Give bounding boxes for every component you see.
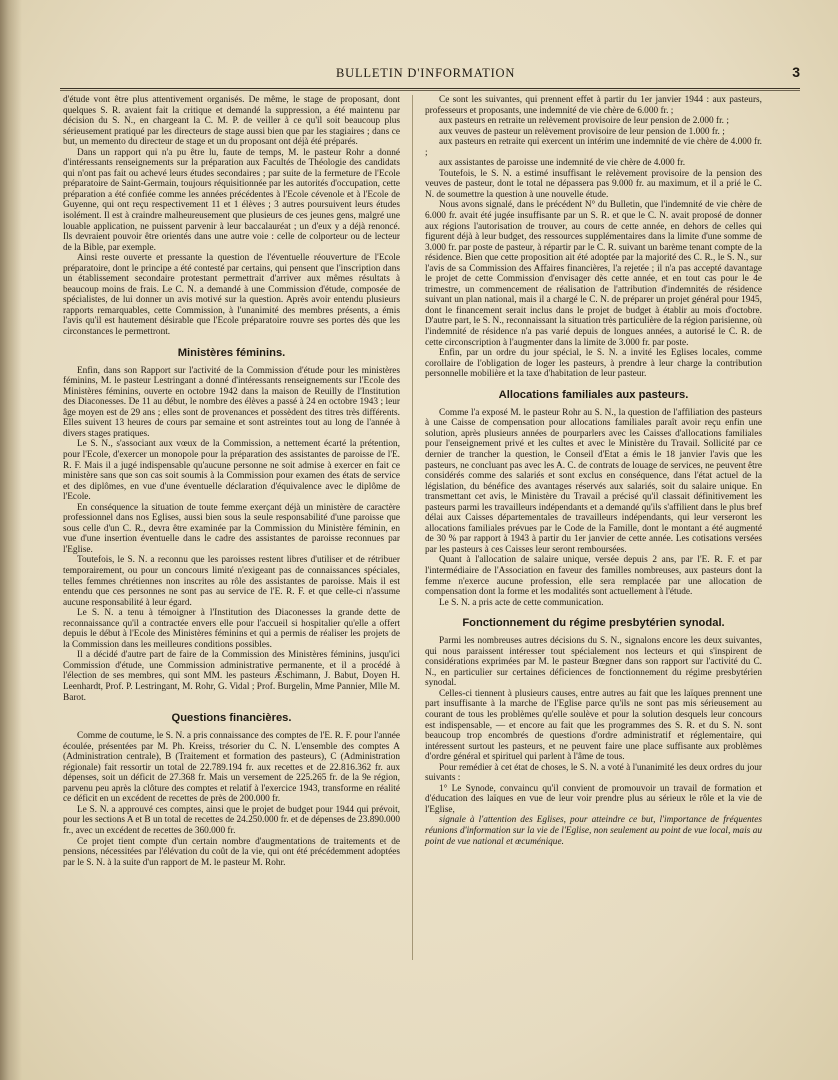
paragraph: Quant à l'allocation de salaire unique, versée depuis 2 ans, par l'E. R. F. et par l'intermédiaire de l'Association en faveur des familles nombreuses, aux pasteurs dont la femme n'exerce aucune profession, elle sera remplacée par une allocation de compensation dont la forme et les modalités sont actuellement à l'étude.	[425, 555, 762, 598]
paragraph: Celles-ci tiennent à plusieurs causes, entre autres au fait que les laïques prennent une part insuffisante à la marche de l'Eglise parce qu'ils ne sont pas mis sérieusement au courant de tous les problèmes qu'elle soulève et pour la solution desquels leur concours est indispensable, — et encore au fait que les programmes des S. R. et du S. N. sont beaucoup trop encombrés de questions d'ordre administratif et réglementaire, qui intéressent surtout les pasteurs, et ne peuvent faire une place suffisante aux problèmes d'ordre général et spirituel qui parlent à l'âme de tous.	[425, 688, 762, 763]
paragraph: Nous avons signalé, dans le précédent N° du Bulletin, que l'indemnité de vie chère de 6.000 fr. avait été jugée insuffisante par un S. R. et que le C. N. avait proposé de donner aux régions l'autorisation de trouver, au cours de cette année, en dehors de celles qui figurent déjà à leur budget, des ressources supplémentaires dans la limite d'une somme de 3.000 fr. par poste de pasteur, à répartir par le C. R. suivant un barème tenant compte de la résidence. Bien que cette proposition ait été adoptée par la majorité des C. R., le S. N., sur l'avis de sa Commission des Affaires financières, l'a rejetée ; il n'a pas accepté davantage le projet de cette Commission d'envisager dès cette année, et en tout cas pour le 4e trimestre, un commencement de réalisation de l'attribution d'indemnités de résidence suivant un plan national, mais il a chargé le C. N. de préparer un projet général pour 1945, dont le financement serait inclus dans le projet de budget à établir au mois d'octobre. D'autre part, le S. N., reconnaissant la situation très particulière de la région parisienne, où l'indemnité de résidence n'a pas varié depuis de longues années, a autorisé le C. R. de cette circonscription à l'augmenter dans la limite de 3.000 fr. par poste.	[425, 200, 762, 348]
paragraph: Le S. N. a pris acte de cette communication.	[439, 597, 604, 608]
header-rule-thin	[60, 90, 800, 91]
page-header	[60, 64, 800, 86]
section-heading-regime: Fonctionnement du régime presbytérien synodal.	[462, 617, 725, 630]
column-divider	[412, 95, 413, 960]
header-rule	[60, 88, 800, 89]
section-heading-finances: Questions financières.	[171, 712, 292, 725]
paragraph: Toutefois, le S. N. a estimé insuffisant le relèvement provisoire de la pension des veuves de pasteur, dont le total ne dépassera pas 9.000 fr. au maximum, et il a prié le C. N. de soumettre la question à une nouvelle étude.	[425, 168, 762, 200]
section-heading-ministeres: Ministères féminins.	[177, 346, 286, 359]
paragraph: Pour remédier à cet état de choses, le S. N. a voté à l'unanimité les deux ordres du jour suivants :	[425, 762, 762, 784]
page-edge-shadow	[0, 0, 22, 1080]
paragraph: Ce sont les suivantes, qui prennent effet à partir du 1er janvier 1944 : aux pasteurs, professeurs et proposants, une indemnité de vie chère de 6.000 fr. ;	[425, 95, 762, 116]
page-number: 3	[792, 64, 800, 80]
paragraph: aux assistantes de paroisse une indemnité de vie chère de 4.000 fr.	[439, 158, 686, 169]
paragraph: Parmi les nombreuses autres décisions du S. N., signalons encore les deux suivantes, qui nous paraissent intéresser tout spécialement nos lecteurs et qui s'inspirent de considérations exprimées par M. le pasteur Bœgner dans son rapport sur l'activité du C. N., en particulier sur certaines déficiences de fonctionnement du régime presbytérien synodal.	[425, 636, 762, 689]
right-column	[425, 95, 762, 847]
paragraph: Ce projet tient compte d'un certain nombre d'augmentations de traitements et de pensions, nécessitées par l'élévation du coût de la vie, qui ont été précédemment adoptées par le S. N. à la suite d'un rapport de M. le pasteur M. Rohr.	[63, 836, 400, 868]
paragraph: aux pasteurs en retraite un relèvement provisoire de leur pension de 2.000 fr. ;	[439, 116, 729, 127]
paragraph: Il a décidé d'autre part de faire de la Commission des Ministères féminins, jusqu'ici Commission d'étude, une Commission administrative permanente, et il a procédé à l'élection de ses membres, qui sont MM. les pasteurs Æschimann, J. Babut, Doyen H. Leenhardt, Prof. P. Lestringant, M. Rohr, G. Vidal ; Prof. Burgelin, Mme Pannier, Mlle M. Barot.	[63, 650, 400, 703]
paragraph: Enfin, par un ordre du jour spécial, le S. N. a invité les Eglises locales, comme corollaire de l'obligation de loger les pasteurs, à prendre à leur charge la contribution personnelle mobilière et la taxe d'habitation de leur pasteur.	[425, 348, 762, 380]
paragraph: Comme l'a exposé M. le pasteur Rohr au S. N., la question de l'affiliation des pasteurs à une Caisse de compensation pour allocations familiales paraît avoir reçu enfin une solution, après plusieurs années de pourparlers avec les Caisses d'allocations familiales pour l'enseignement privé et les cultes et avec le Ministère du Travail. Sollicité par ce dernier de trancher la question, le Conseil d'Etat a émis le 18 janvier l'avis que les pasteurs, ne concluant pas avec les A. C. de contrats de louage de services, ne peuvent être considérés comme des salariés et sont exclus en conséquence, dans l'état actuel de la législation, du bénéfice des avantages réservés aux salariés, soit du salaire unique. En transmettant cet avis, le Ministère du Travail a précisé qu'il classait définitivement les pasteurs parmi les travailleurs indépendants et a demandé qu'ils s'affilient dans le plus bref délai aux Caisses départementales de travailleurs indépendants, qui leur verseront les allocations familiales prévues par le Code de la Famille, dont le montant a été augmenté de 30 % par rapport à 1943 à partir du 1er janvier de cette année. Les cotisations versées par les pasteurs à ces Caisses leur seront remboursées.	[425, 407, 762, 555]
paragraph: Toutefois, le S. N. a reconnu que les paroisses restent libres d'utiliser et de rétribuer temporairement, ou pour un concours limité n'exigeant pas de connaissances spéciales, telles femmes chrétiennes non inscrites au rôle des assistantes de paroisse. Mais il est entendu que ces personnes ne sont pas au service de l'E. R. F. et que celle-ci n'assume aucune responsabilité à leur égard.	[63, 555, 400, 608]
paragraph: d'étude vont être plus attentivement organisés. De même, le stage de proposant, dont quelques S. R. avaient fait la critique et demandé la suppression, a été maintenu par décision du S. N., en chargeant la C. M. P. de veiller à ce qu'il soit beaucoup plus sérieusement pratiqué par les directeurs de stage aussi bien que par les stagiaires ; dans ce but, un memento du directeur de stage et un du proposant ont déjà été préparés.	[63, 95, 400, 148]
paragraph: Ainsi reste ouverte et pressante la question de l'éventuelle réouverture de l'Ecole préparatoire, dont le principe a été contesté par certains, qui pensent que l'inscription dans un établissement secondaire protestant permettrait d'arriver aux mêmes résultats à beaucoup moins de frais. Le C. N. a demandé à une Commission d'étude, composée de spécialistes, de lui donner un avis motivé sur la question. Après avoir entendu plusieurs rapports remarquables, cette Commission, à l'unanimité des membres présents, a émis l'avis qu'il est hautement désirable que l'Ecole préparatoire rouvre ses portes dès que les circonstances le permettront.	[63, 253, 400, 338]
paragraph: aux pasteurs en retraite qui exercent un intérim une indemnité de vie chère de 4.000 fr. ;	[425, 137, 762, 158]
bulletin-title: BULLETIN D'INFORMATION	[336, 66, 516, 80]
paragraph: Le S. N. a approuvé ces comptes, ainsi que le projet de budget pour 1944 qui prévoit, pour les sections A et B un total de recettes de 24.250.000 fr. et de dépenses de 23.890.000 fr., avec un excédent de recettes de 360.000 fr.	[63, 804, 400, 836]
paragraph-italic: signale à l'attention des Eglises, pour atteindre ce but, l'importance de fréquentes réunions d'information sur la vie de l'Eglise, non seulement au point de vue local, mais au point de vue national et œcuménique.	[425, 815, 762, 847]
paragraph: Le S. N., s'associant aux vœux de la Commission, a nettement écarté la prétention, pour l'Ecole, d'exercer un monopole pour la préparation des assistantes de paroisse de l'E. R. F. Mais il a jugé indispensable qu'aucune personne ne soit admise à exercer en fait ce ministère sans que son cas soit soumis à la Commission pour examen des états de service et des diplômes, en vue d'une éventuelle déclaration d'équivalence avec le diplôme de l'Ecole.	[63, 439, 400, 503]
paragraph: aux veuves de pasteur un relèvement provisoire de leur pension de 1.000 fr. ;	[439, 126, 725, 137]
paragraph: 1° Le Synode, convaincu qu'il convient de promouvoir un travail de formation et d'éducation des laïques en vue de leur voir prendre plus au sérieux le rôle et la vie de l'Eglise,	[425, 783, 762, 815]
paragraph: Le S. N. a tenu à témoigner à l'Institution des Diaconesses la grande dette de reconnaissance qu'il a contractée envers elle pour l'accueil si hospitalier qu'elle a offert depuis le début à l'Ecole des Ministères féminins et qui a permis de réaliser les projets de la Commission dans les meilleures conditions possibles.	[63, 608, 400, 650]
section-heading-allocations: Allocations familiales aux pasteurs.	[498, 388, 689, 401]
paragraph: Dans un rapport qui n'a pu être lu, faute de temps, M. le pasteur Rohr a donné d'intéressants renseignements sur la préparation aux Facultés de Théologie des candidats qui n'ont pas fait ou achevé leurs études secondaires ; par suite de la fermeture de l'Ecole préparatoire de Saint-Germain, toujours réquisitionnée par les autorités d'occupation, cette préparation a été confiée comme les années précédentes à l'Ecole cévenole et à l'Ecole de Guyenne, qui ont reçu respectivement 11 et 1 élèves ; 3 autres poursuivent leurs études isolément. Il est à craindre malheureusement que plusieurs de ces jeunes gens, malgré une louable application, ne puissent parvenir à leur baccalauréat ; un d'eux y a déjà renoncé. Ils devraient pouvoir être orientés dans une autre voie : celle de colporteur ou de lecteur de la Bible, par exemple.	[63, 147, 400, 253]
paragraph: Comme de coutume, le S. N. a pris connaissance des comptes de l'E. R. F. pour l'année écoulée, présentées par M. Ph. Kreiss, trésorier du C. N. L'ensemble des comptes A (Administration centrale), B (Traitement et formation des pasteurs), C (Administration régionale) fait ressortir un total de 22.789.194 fr. aux recettes et de 22.816.362 fr. aux dépenses, soit un déficit de 27.368 fr. Mais un versement de 225.265 fr. de la 9e région, parvenu peu après la clôture des comptes et relatif à l'exercice 1943, transforme en réalité ce déficit en un excédent de recettes de près de 200.000 fr.	[63, 731, 400, 805]
left-column	[63, 95, 400, 868]
paragraph: En conséquence la situation de toute femme exerçant déjà un ministère de caractère professionnel dans nos Eglises, aussi bien sous la seule responsabilité d'une paroisse que sous celle d'un C. R., devra être examinée par la Commission du Ministère féminin, en vue d'une insertion éventuelle dans le cadre des assistantes de paroisse reconnues par l'Eglise.	[63, 502, 400, 555]
paragraph: Enfin, dans son Rapport sur l'activité de la Commission d'étude pour les ministères féminins, M. le pasteur Lestringant a donné d'intéressants renseignements sur l'Ecole des Ministères féminins, ouverte en octobre 1942 dans la maison de Reuilly de l'Institution des Diaconesses. De 11 au début, le nombre des élèves a passé à 24 en octobre 1943 ; leur âge moyen est de 29 ans ; elles sont de provenances et possèdent des titres très différents. Elles suivent 13 heures de cours par semaine et sont astreintes tout au long de l'année à divers stages pratiques.	[63, 365, 400, 439]
